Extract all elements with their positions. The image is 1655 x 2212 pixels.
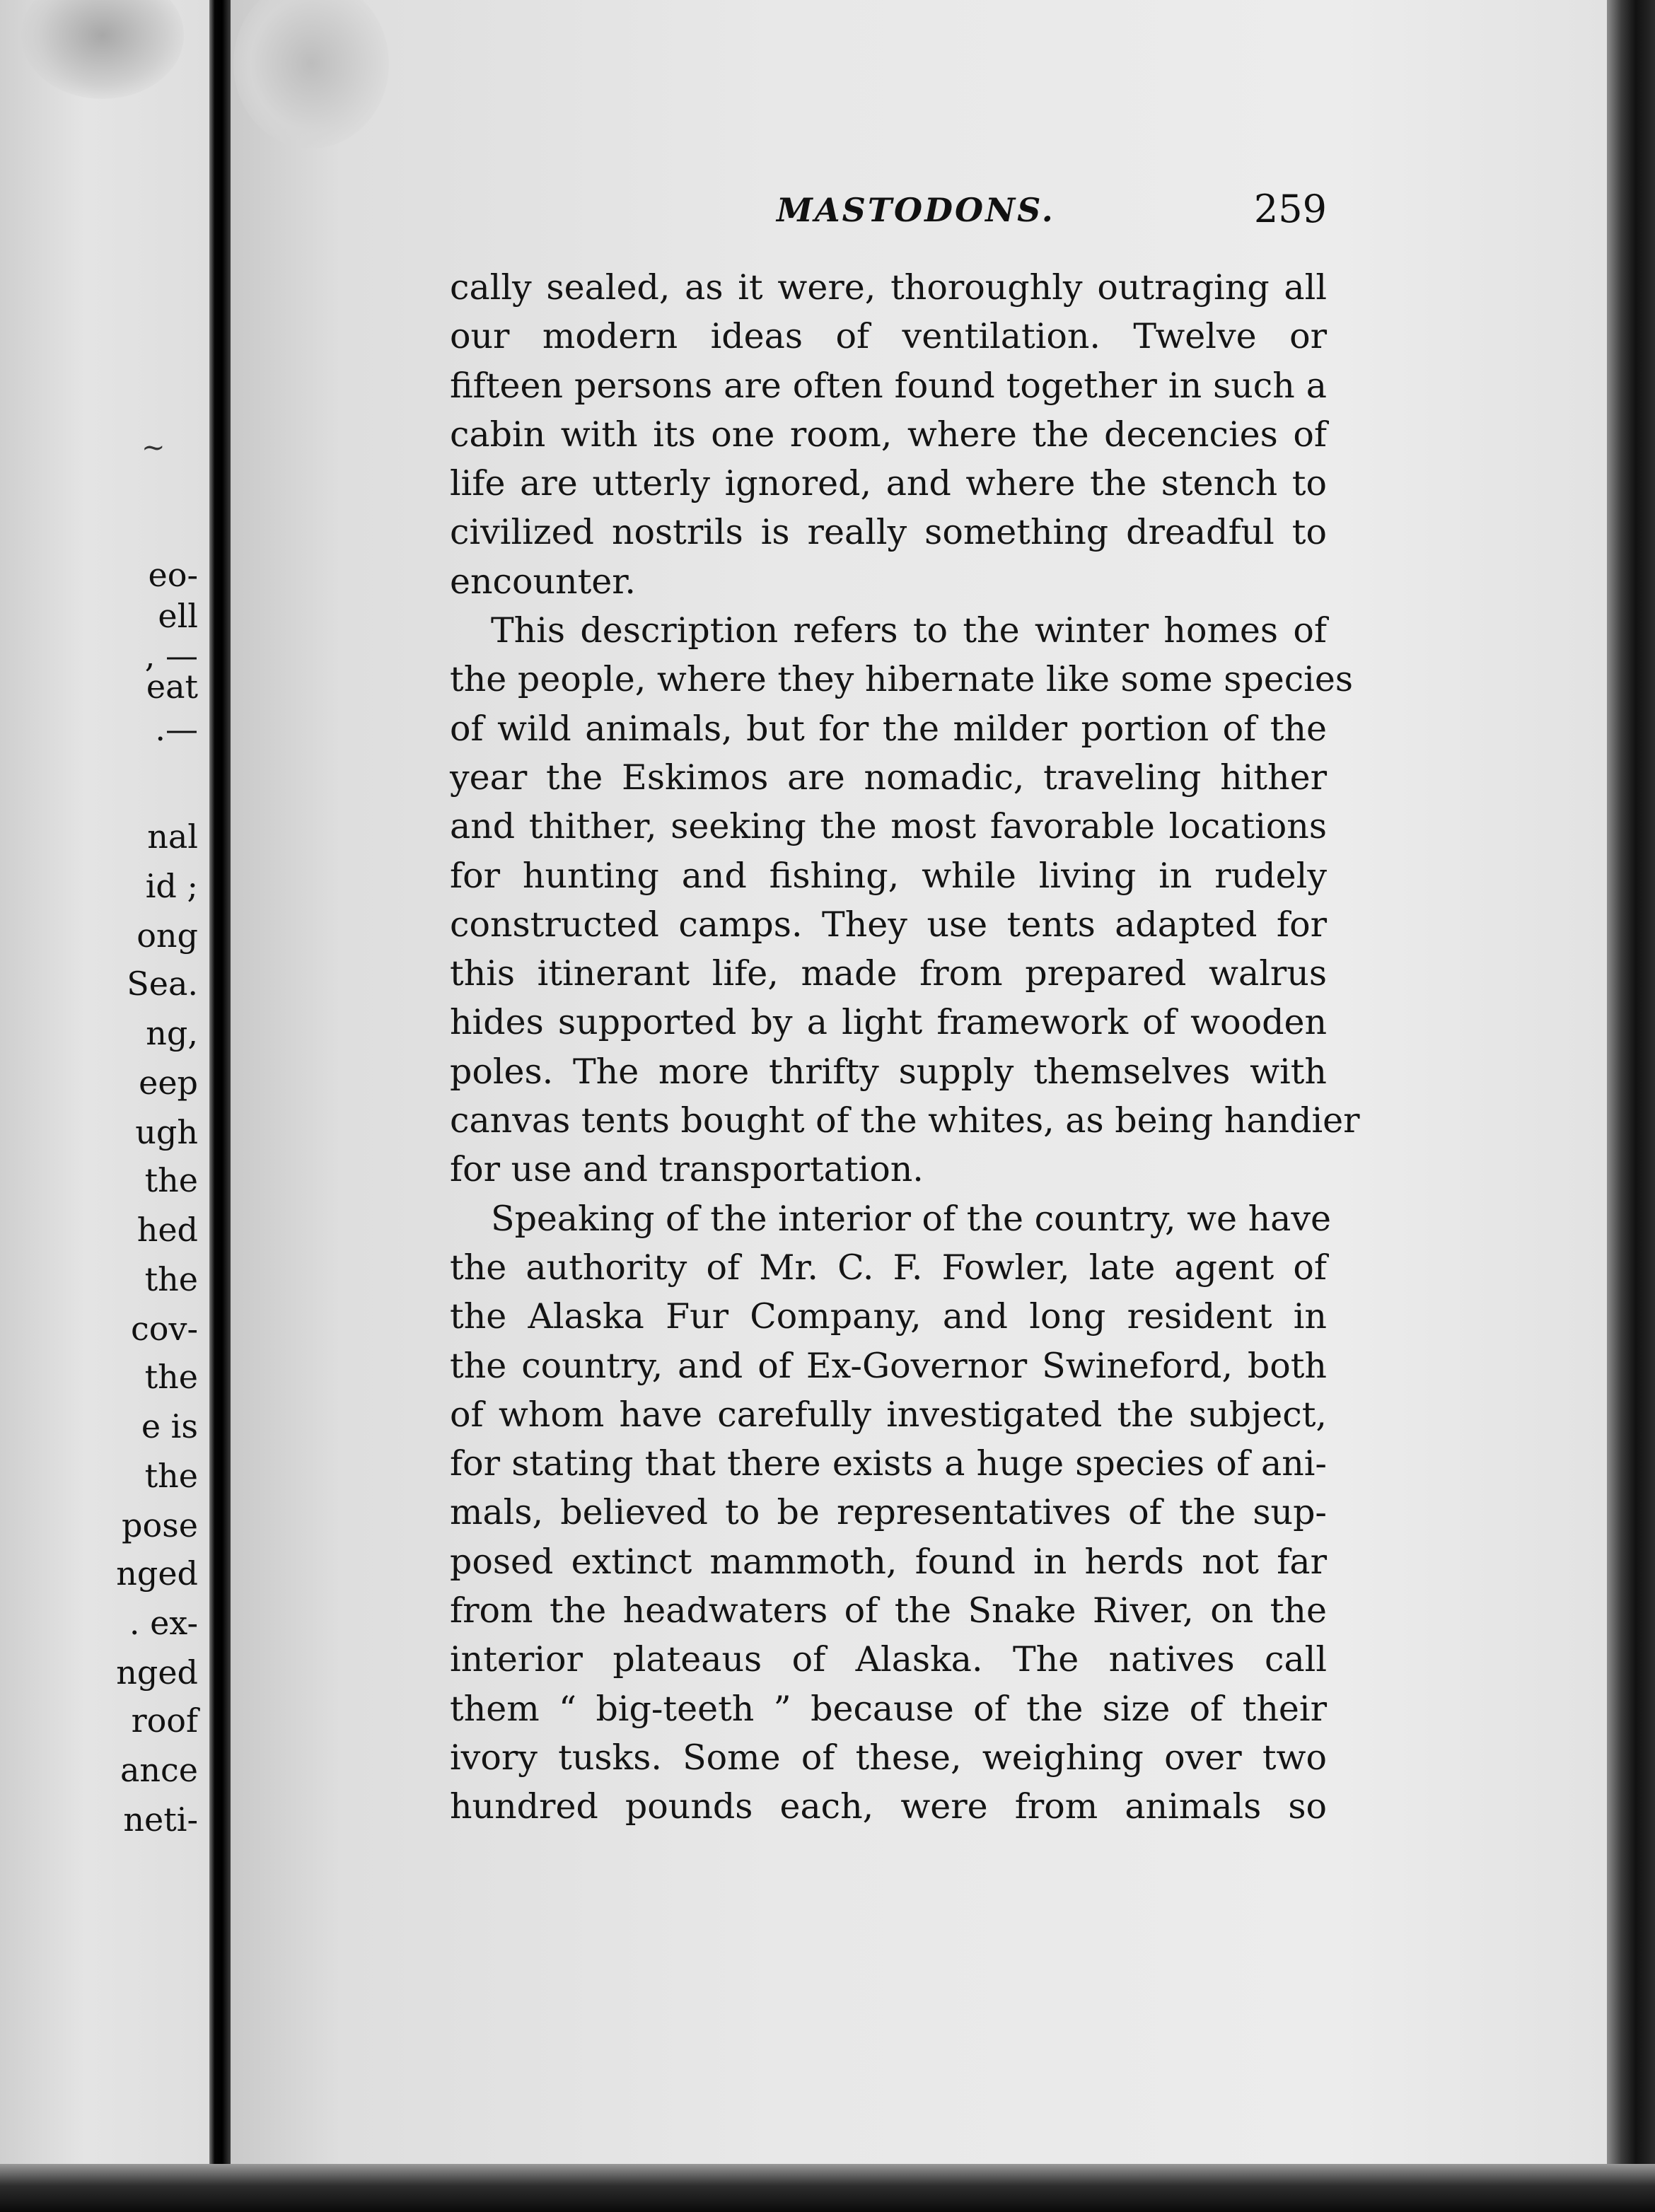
stray-ink-mark: ~ bbox=[141, 431, 166, 464]
running-head bbox=[453, 187, 1327, 240]
text-line: for hunting and fishing, while living in rudely bbox=[450, 855, 1327, 896]
page-edge-right bbox=[1607, 0, 1655, 2212]
text-line: of whom have carefully investigated the subject, bbox=[450, 1394, 1327, 1435]
left-page-line-fragment: , — bbox=[144, 636, 198, 675]
text-line: year the Eskimos are nomadic, traveling hither bbox=[450, 757, 1327, 798]
text-line: hides supported by a light framework of wooden bbox=[450, 1002, 1327, 1043]
text-line: civilized nostrils is really something dreadful to bbox=[450, 512, 1327, 553]
left-page-line-fragment: neti- bbox=[123, 1800, 198, 1839]
left-page-line-fragment: eat bbox=[146, 668, 198, 706]
left-page-line-fragment: hed bbox=[137, 1211, 198, 1249]
text-line: interior plateaus of Alaska. The natives call bbox=[450, 1639, 1327, 1680]
left-facing-page bbox=[0, 0, 212, 2212]
text-line: our modern ideas of ventilation. Twelve or bbox=[450, 316, 1327, 357]
left-page-line-fragment: the bbox=[144, 1161, 198, 1199]
text-line: This description refers to the winter homes of bbox=[491, 610, 1327, 651]
text-line: Speaking of the interior of the country, we have bbox=[491, 1198, 1332, 1239]
text-line: fifteen persons are often found together in such a bbox=[450, 365, 1327, 406]
left-page-cropped-text bbox=[0, 0, 205, 2212]
left-page-line-fragment: roof bbox=[131, 1701, 198, 1740]
text-line: from the headwaters of the Snake River, on the bbox=[450, 1590, 1327, 1631]
text-line: encounter. bbox=[450, 561, 636, 602]
text-line: life are utterly ignored, and where the stench to bbox=[450, 463, 1327, 504]
left-page-line-fragment: the bbox=[144, 1260, 198, 1298]
text-line: canvas tents bought of the whites, as being handier bbox=[450, 1100, 1360, 1141]
text-line: cabin with its one room, where the decencies of bbox=[450, 414, 1327, 455]
left-page-line-fragment: nged bbox=[116, 1653, 198, 1692]
left-page-line-fragment: id ; bbox=[145, 867, 198, 905]
left-page-line-fragment: eo- bbox=[148, 556, 198, 594]
chapter-title: MASTODONS. bbox=[777, 191, 1055, 229]
text-line: of wild animals, but for the milder portion of the bbox=[450, 708, 1327, 749]
left-page-line-fragment: ng, bbox=[146, 1014, 198, 1052]
left-page-line-fragment: Sea. bbox=[127, 965, 198, 1003]
text-line: the people, where they hibernate like some species bbox=[450, 659, 1353, 700]
text-line: the country, and of Ex-Governor Swineford, both bbox=[450, 1345, 1327, 1386]
book-gutter bbox=[209, 0, 231, 2212]
text-line: them “ big-teeth ” because of the size of their bbox=[450, 1688, 1327, 1729]
text-line: for stating that there exists a huge species of ani- bbox=[450, 1443, 1327, 1484]
left-page-line-fragment: ong bbox=[137, 916, 198, 955]
text-line: poles. The more thrifty supply themselves with bbox=[450, 1051, 1327, 1092]
text-line: for use and transportation. bbox=[450, 1149, 924, 1190]
left-page-line-fragment: ugh bbox=[135, 1113, 198, 1151]
text-line: the Alaska Fur Company, and long resident in bbox=[450, 1296, 1327, 1337]
left-page-line-fragment: nged bbox=[116, 1554, 198, 1593]
text-line: the authority of Mr. C. F. Fowler, late agent of bbox=[450, 1247, 1327, 1288]
text-line: ivory tusks. Some of these, weighing over two bbox=[450, 1737, 1327, 1778]
left-page-line-fragment: eep bbox=[139, 1064, 198, 1102]
text-line: this itinerant life, made from prepared walrus bbox=[450, 953, 1327, 994]
page-number: 259 bbox=[1253, 187, 1327, 231]
left-page-line-fragment: .— bbox=[155, 710, 198, 748]
left-page-line-fragment: cov- bbox=[131, 1310, 198, 1348]
page-edge-bottom bbox=[0, 2164, 1655, 2212]
text-line: cally sealed, as it were, thoroughly outraging all bbox=[450, 267, 1327, 308]
left-page-line-fragment: . ex- bbox=[129, 1604, 198, 1642]
text-line: and thither, seeking the most favorable locations bbox=[450, 806, 1327, 847]
text-line: constructed camps. They use tents adapted for bbox=[450, 904, 1327, 945]
left-page-line-fragment: pose bbox=[122, 1506, 198, 1544]
left-page-line-fragment: the bbox=[144, 1457, 198, 1495]
left-page-line-fragment: ell bbox=[158, 597, 198, 635]
left-page-line-fragment: nal bbox=[147, 817, 198, 856]
left-page-line-fragment: ance bbox=[120, 1751, 198, 1789]
text-line: posed extinct mammoth, found in herds not far bbox=[450, 1541, 1327, 1582]
left-page-line-fragment: the bbox=[144, 1358, 198, 1396]
body-text bbox=[450, 263, 1360, 1832]
left-page-line-fragment: e is bbox=[141, 1407, 198, 1445]
text-line: hundred pounds each, were from animals so bbox=[450, 1786, 1327, 1827]
text-line: mals, believed to be representatives of the sup- bbox=[450, 1492, 1327, 1533]
